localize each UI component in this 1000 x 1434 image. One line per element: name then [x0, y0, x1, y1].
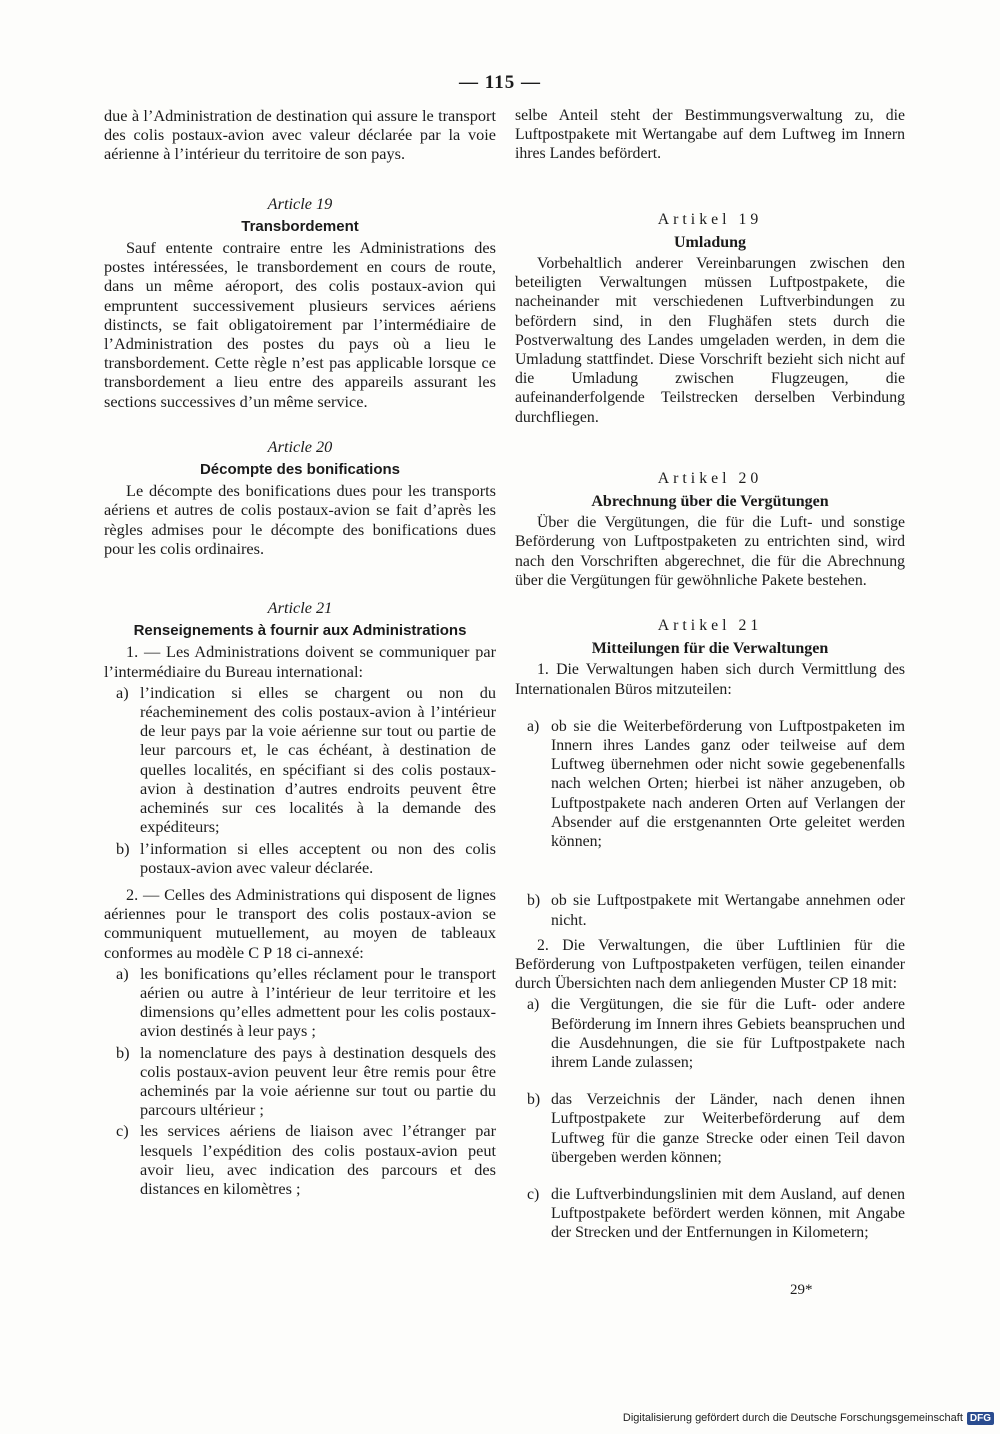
- item-marker: a): [116, 682, 129, 702]
- french-article-21-heading: Article 21: [267, 598, 333, 618]
- item-text: die Luftverbindungslinien mit dem Ausland, auf denen Luftpostpakete befördert werden können, mit Angabe der Strecken und der Entfernungen in Kilometern;: [551, 1185, 905, 1242]
- german-article-19-heading: Artikel 19: [657, 210, 763, 228]
- item-text: les bonifications qu’elles réclament pour le transport aérien ou autre à l’intérieur de leur territoire et les dimensions qu’elles admettent pour les colis postaux-avion destinés à leur pays ;: [140, 963, 496, 1041]
- page-number: — 115 —: [459, 72, 541, 93]
- footer-text: Digitalisierung gefördert durch die Deutsche Forschungsgemeinschaft: [622, 1412, 963, 1424]
- item-marker: c): [116, 1121, 129, 1141]
- footer: [623, 1412, 994, 1425]
- french-article-19-text: Sauf entente contraire entre les Administrations des postes intéressées, le transbordement en cours de route, dans un même aéroport, des colis postaux-avion qui empruntent successivement plusieurs services aériens distincts, se fait obligatoirement par l’intermédiaire de l’Administration des postes du pays où a lieu le transbordement. Cette règle n’est pas applicable lorsque ce transbordement a lieu entre des appareils assurant les sections successives d’un même service.: [104, 238, 496, 411]
- item-marker: b): [116, 1042, 130, 1062]
- list-item: [515, 1090, 905, 1167]
- french-article-21-para-2-list: [104, 964, 496, 1198]
- french-article-20-title: Décompte des bonifications: [199, 461, 401, 479]
- german-article-21-title: Mitteilungen für die Verwaltungen: [591, 640, 829, 658]
- item-text: ob sie Luftpostpakete mit Wertangabe annehmen oder nicht.: [551, 892, 905, 929]
- item-text: das Verzeichnis der Länder, nach denen ihnen Luftpostpakete zur Weiterbeförderung auf dem Luftweg für die ganze Strecke oder einen Teil davon übergeben werden können;: [551, 1091, 905, 1166]
- german-article-20-heading: Artikel 20: [657, 469, 763, 487]
- item-marker: c): [527, 1185, 540, 1203]
- item-text: l’information si elles acceptent ou non des colis postaux-avion avec valeur déclarée.: [140, 838, 496, 877]
- item-marker: a): [527, 996, 540, 1014]
- list-item: [104, 1043, 496, 1120]
- item-text: ob sie die Weiterbeförderung von Luftpostpaketen im Innern ihres Landes ganz oder teilweise auf dem Luftweg übernehmen oder nicht sowie gegebenenfalls nach welchen Orten; hierbei ist näher anzugeben, ob Luftpostpakete nach anderen Orten auf Verlangen der Absender auf die erstgenannten Orte geleitet werden können;: [551, 717, 905, 851]
- german-article-21-para-2: 2. Die Verwaltungen, die über Luftlinien für die Beförderung von Luftpostpaketen verfügen, teilen einander durch Übersichten nach dem anliegenden Muster CP 18 mit:: [515, 936, 905, 993]
- french-intro: due à l’Administration de destination qui assure le transport des colis postaux-avion avec valeur déclarée par la voie aérienne à l’intérieur du territoire de son pays.: [104, 106, 496, 164]
- french-article-21-title: Renseignements à fournir aux Administrations: [133, 622, 467, 640]
- dfg-logo: DFG: [967, 1412, 994, 1425]
- german-article-20-title: Abrechnung über die Vergütungen: [591, 493, 829, 511]
- list-item: [104, 839, 496, 877]
- list-item: [104, 1121, 496, 1198]
- item-text: die Vergütungen, die sie für die Luft- oder andere Beförderung im Innern ihres Gebiets beanspruchen und die Ausdehnungen, die sie für Luftpostpakete nach ihrem Lande zulassen;: [551, 996, 905, 1071]
- german-article-20-text: Über die Vergütungen, die für die Luft- und sonstige Beförderung von Luftpostpaketen zu entrichten sind, wird nach den Vorschriften abgerechnet, die für die Abrechnung über die Vergütungen für gewöhnliche Pakete bestehen.: [515, 514, 905, 589]
- german-article-21-para-1-list: [515, 717, 905, 930]
- german-intro: selbe Anteil steht der Bestimmungsverwaltung zu, die Luftpostpakete mit Wertangabe auf dem Luftweg im Innern ihres Landes befördert.: [515, 107, 905, 163]
- list-item: [104, 683, 496, 837]
- list-item: [104, 964, 496, 1041]
- french-article-19-title: Transbordement: [241, 217, 359, 235]
- signature-mark: 29*: [790, 1282, 813, 1298]
- item-marker: a): [116, 963, 129, 983]
- item-marker: b): [527, 892, 541, 910]
- item-text: l’indication si elles se chargent ou non du réacheminement des colis postaux-avion à l’intérieur de leur pays par la voie aérienne sur tout ou partie de leur parcours et, le cas échéant, à destination de quelles localités, en spécifiant si des colis postaux-avion à destination d’autres endroits peuvent être acheminés sur ces localités à la demande des expéditeurs;: [140, 682, 496, 837]
- french-article-21-para-1-list: [104, 683, 496, 877]
- french-article-21-para-1: 1. — Les Administrations doivent se communiquer par l’intermédiaire du Bureau international:: [104, 642, 496, 681]
- german-article-19-title: Umladung: [673, 233, 747, 251]
- french-article-20-heading: Article 20: [267, 436, 333, 456]
- german-article-21-heading: Artikel 21: [657, 617, 763, 635]
- german-article-21-para-2-list: [515, 995, 905, 1242]
- french-article-19-heading: Article 19: [267, 193, 333, 213]
- item-text: la nomenclature des pays à destination desquels des colis postaux-avion peuvent leur être remis pour être acheminés par la voie aérienne sur tout ou partie du parcours ultérieur ;: [140, 1042, 496, 1120]
- list-item: [515, 717, 905, 851]
- german-column: [515, 106, 905, 1245]
- french-article-21-para-2: 2. — Celles des Administrations qui disposent de lignes aériennes pour le transport des colis postaux-avion se communiquent mutuellement, au moyen de tableaux conformes au modèle C P 18 ci-annexé:: [104, 884, 496, 962]
- list-item: [515, 891, 905, 929]
- list-item: [515, 995, 905, 1072]
- item-text: les services aériens de liaison avec l’étranger par lesquels l’expédition des colis postaux-avion peut avoir lieu, avec indication des parcours et des distances en kilomètres ;: [140, 1121, 496, 1198]
- item-marker: b): [116, 838, 130, 858]
- item-marker: b): [527, 1091, 541, 1109]
- german-article-19-text: Vorbehaltlich anderer Vereinbarungen zwischen den beteiligten Verwaltungen müssen Luftpostpakete, die nacheinander mit verschiedenen Luftverbindungen zu befördern sind, in den Flughäfen stets durch die Postverwaltung des Landes umgeladen werden, in dem die Umladung stattfindet. Diese Vorschrift bezieht sich nicht auf die Umladung zwischen Flugzeugen, die aufeinanderfolgende Teilstrecken derselben Verbindung durchfliegen.: [515, 255, 905, 426]
- list-item: [515, 1185, 905, 1243]
- french-column: [104, 106, 496, 1200]
- item-marker: a): [527, 717, 540, 735]
- french-article-20-text: Le décompte des bonifications dues pour les transports aériens et autres de colis postaux-avion se fait d’après les règles admises pour le décompte des bonifications dues pour les colis ordinaires.: [104, 481, 496, 558]
- german-article-21-para-1: 1. Die Verwaltungen haben sich durch Vermittlung des Internationalen Büros mitzuteilen:: [515, 661, 905, 698]
